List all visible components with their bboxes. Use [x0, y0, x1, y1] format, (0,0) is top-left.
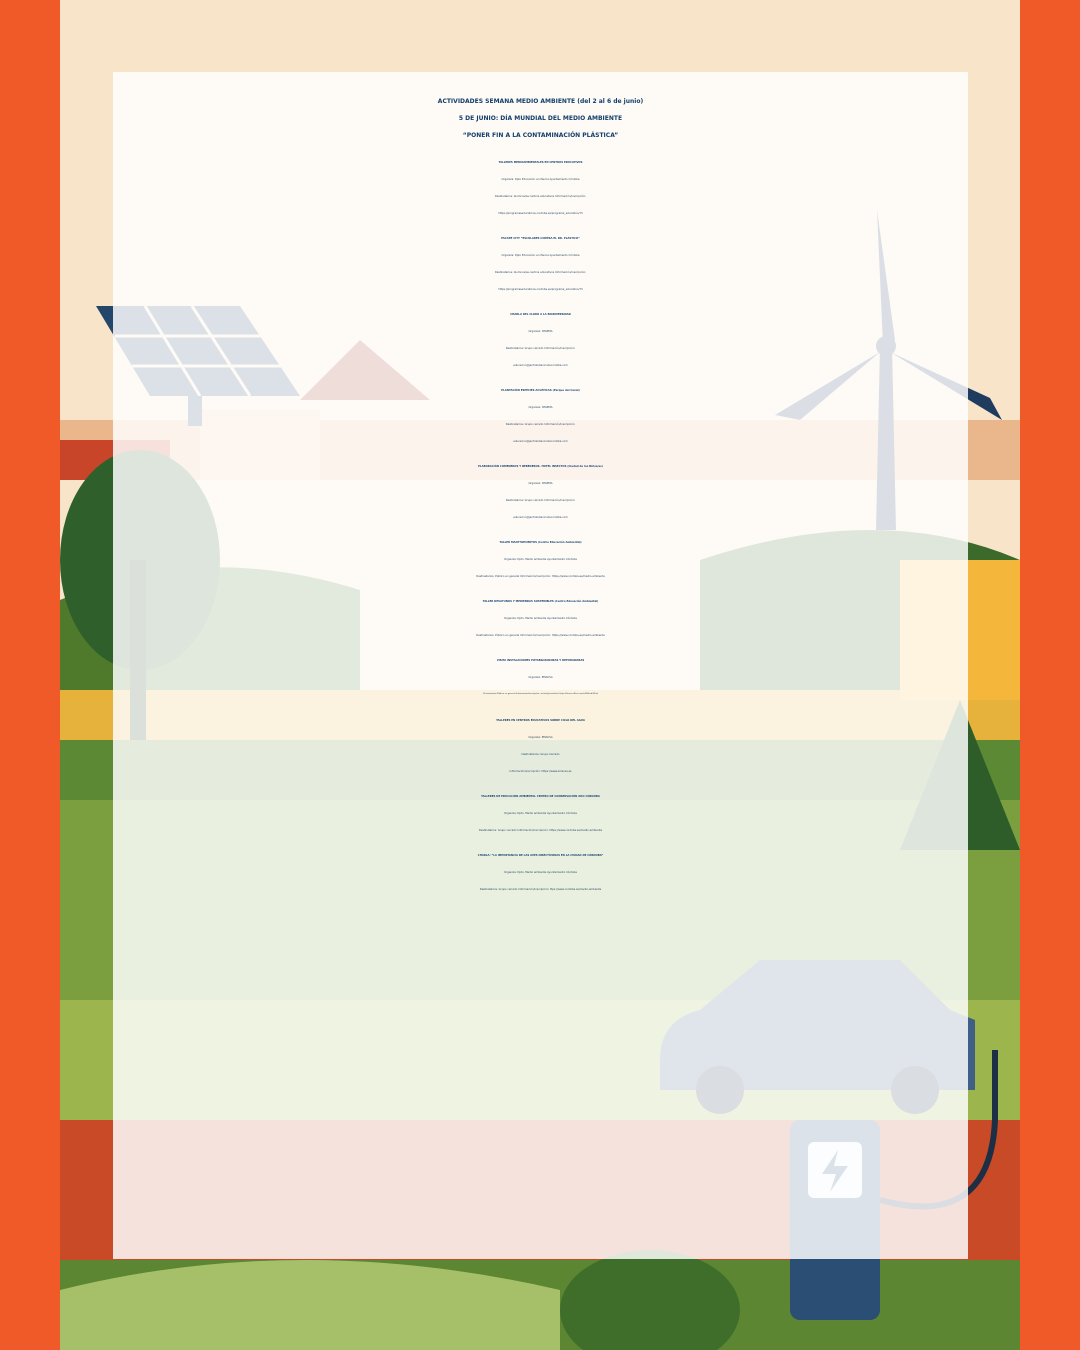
afternoon-link[interactable]	[113, 1213, 968, 1230]
poster-header	[113, 93, 968, 144]
activity-title: TALLERES MEDIOAMBIENTALES EN CENTROS EDUCATIVOS	[498, 161, 583, 164]
activity-title: ESCAPE CITY “ESCOLARES CONTRA EL DR. PLÁSTICO”	[501, 237, 580, 240]
afternoon-line	[113, 1179, 968, 1196]
activity-line: Organiza: IMGEMA	[528, 406, 553, 409]
activity-line: Destinatarios: Grupo Cerrado	[521, 753, 560, 756]
afternoon-line	[113, 1196, 968, 1213]
activity-link[interactable]: Información/inscripción: https://www.emacsa.es	[509, 770, 572, 773]
activity-title: TALLER DESAYUNOS Y MERIENDAS SOSTENIBLES (Centro Educación Ambiental)	[482, 600, 599, 603]
morning-line	[113, 967, 968, 984]
activity-line: Destinatarios: Grupo cerrado Información/inscripción: https://www.cordoba.es/medio-ambiente	[478, 829, 603, 832]
friday-title	[113, 916, 968, 933]
activity-line: Organiza: EMACSA	[528, 676, 553, 679]
header-line: ACTIVIDADES SEMANA MEDIO AMBIENTE (del 2 al 6 de junio)	[437, 98, 644, 105]
morning-line	[113, 1052, 968, 1069]
activity-line: Destinatarios:Público en general Información/inscripción: visitas@mesto.bio https://forms.office.com/e/NHhvbi5Xud	[483, 693, 598, 695]
activity-item	[113, 230, 968, 298]
friday-event	[113, 916, 968, 1069]
activity-title: ELABORACIÓN COMEDEROS Y BEBEDEROS. HOTEL INSECTOS (Ciudad de los Niños/as)	[478, 465, 603, 468]
activity-link[interactable]: https://programaseducativos.cordoba.es/programa_educativo/73	[498, 288, 583, 291]
activity-line: Destinatarios: Grupo cerrado Información/inscripción:	[505, 423, 576, 426]
activity-line: Organiza: Dpto Educación e Infancia Ayuntamiento Córdoba	[501, 254, 580, 257]
afternoon-line	[113, 1111, 968, 1128]
activity-item	[113, 593, 968, 644]
activity-line: Organiza: Dpto Educación e Infancia Ayuntamiento Córdoba	[501, 178, 580, 181]
activity-link[interactable]: educacion@jardinbotanicodecordoba.com	[513, 364, 568, 367]
activity-title: VISITA INSTALACIONES POTABILIZADORAS Y DEPURADORAS	[496, 659, 585, 662]
activity-line: Destinatarios: Grupo cerrado Información/inscripción:	[505, 499, 576, 502]
activity-title: TALLERES EN CENTROS EDUCATIVOS SOBRE CICLO DEL AGUA	[496, 719, 585, 722]
morning-line	[113, 1035, 968, 1052]
activity-item	[113, 788, 968, 839]
activity-line: Organiza: IMGEMA	[528, 482, 553, 485]
activity-line: Destinatarios: Alumnos/as centros educativos Información/inscripción:	[494, 271, 587, 274]
activity-item	[113, 534, 968, 585]
activity-title: CHARLA: “LA IMPORTANCIA DE LAS AVES INSECTÍVORAS EN LA CIUDAD DE CÓRDOBA”	[477, 854, 604, 857]
afternoon-line	[113, 1145, 968, 1162]
activity-link[interactable]: https://programaseducativos.cordoba.es/programa_educativo/73	[498, 212, 583, 215]
afternoon-schedule	[113, 1077, 968, 1230]
morning-line	[113, 1018, 968, 1035]
morning-line	[113, 984, 968, 1001]
activity-line: Destinatarios: Público en general Información/inscripción: https://www.cordoba.es/medio-ambiente	[476, 575, 605, 578]
header-line: 5 DE JUNIO: DÍA MUNDIAL DEL MEDIO AMBIENTE	[458, 115, 623, 122]
morning-line	[113, 1001, 968, 1018]
activity-item	[113, 712, 968, 780]
afternoon-line	[113, 1094, 968, 1111]
header-line: “PONER FIN A LA CONTAMINACIÓN PLÁSTICA”	[462, 132, 619, 139]
morning-title	[113, 950, 968, 967]
activity-line: Organiza: EMACSA	[528, 736, 553, 739]
afternoon-line	[113, 1162, 968, 1179]
activity-item	[113, 154, 968, 222]
afternoon-title	[113, 1077, 968, 1094]
activity-line: Destinatarios: Alumnos/as centros educativos Información/inscripción:	[494, 195, 587, 198]
activity-item	[113, 382, 968, 450]
friday-organizer	[113, 933, 968, 950]
activity-item	[113, 847, 968, 898]
activity-title: CHARLA DEL CLORO A LA BIODIVERSIDAD	[510, 313, 571, 316]
activity-link[interactable]: educacion@jardinbotanicodecordoba.com	[513, 440, 568, 443]
activity-item	[113, 652, 968, 703]
activity-item	[113, 458, 968, 526]
afternoon-line	[113, 1128, 968, 1145]
activity-line: Organiza: Dpto. Medio ambiente Ayuntamiento Córdoba	[504, 871, 577, 874]
activity-item	[113, 306, 968, 374]
activity-title: TALLERES DE EDUCACIÓN AMBIENTAL CENTRO DE CONSERVACIÓN ZOO CÓRDOBA	[481, 795, 600, 798]
activity-title: TALLER MACETOHUERTOS (Centro Educación Ambiental)	[499, 541, 582, 544]
activity-line: Organiza: Dpto. Medio ambiente Ayuntamiento Córdoba	[504, 617, 577, 620]
activity-line: Organiza: Dpto. Medio ambiente Ayuntamiento Córdoba	[504, 812, 577, 815]
activity-line: Organiza: Dpto. Medio ambiente Ayuntamiento Córdoba	[504, 558, 577, 561]
activity-title: PLANTACIÓN ESPECIES ACUÁTICAS (Parque del Canal)	[501, 389, 580, 392]
activity-line: Organiza: IMGEMA	[528, 330, 553, 333]
activity-line: Destinatarios: Grupo cerrado Información/inscripción: ttps://www.cordoba.es/medio-ambiente	[479, 888, 602, 891]
activity-link[interactable]: educacion@jardinbotanicodecordoba.com	[513, 516, 568, 519]
activity-line: Destinatarios: Grupo cerrado Información/inscripción:	[505, 347, 576, 350]
activity-line: Destinatarios: Público en general Información/inscripción: https://www.cordoba.es/medio-ambiente	[476, 634, 605, 637]
